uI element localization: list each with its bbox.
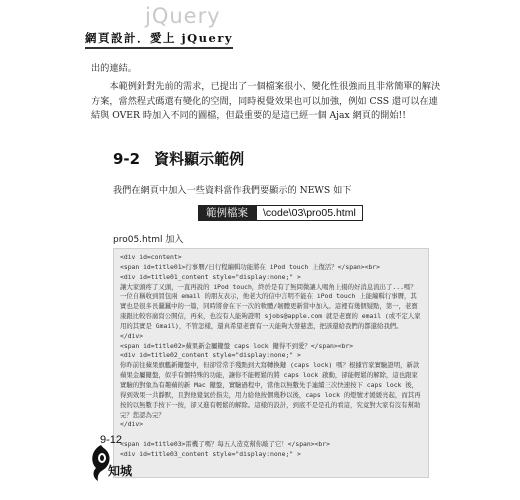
code-line: <div id=title02_content style="display:none;" >: [120, 351, 301, 360]
intro-paragraph: 本範例針對先前的需求，已提出了一個檔案很小、變化性很強而且非常簡單的解決方案，當然程式碼還有變化的空間，同時視覺效果也可以加強，例如 CSS 還可以在連結與 OVER 時加入不同的圖檔，但最重要的是這已經一個 Ajax 網頁的開始!!: [91, 81, 441, 121]
code-line: </div>: [120, 420, 144, 429]
body-text: 我們在網頁中加入一些資料當作我們要顯示的 NEWS 如下: [113, 185, 352, 196]
section-title: 資料顯示範例: [154, 150, 245, 168]
file-caption: pro05.html 加入: [113, 235, 184, 245]
code-line: 讓大家頭疼了又頭，一直再說的 iPod touch，終於是有了無問微讓人喝角上揚的好消息流出了...嗎？一位自稱收到買包兩 email 的朋友表示，他老大的信中言明不能在 iPod touch 上能編輯行事曆，其實也是很多長蠶蠶中的一篇，同時將會在下一次的軟體/韌體更新當中加入。這裡有幾個疑點，第一，老寶康跟比較容廣寫公開信，再來，也沒有人能夠證明 sjobs@apple.com 就是老寶的 email (或不定人家用的其實是 Gmail)，不管怎樣，還真希望老寶有一天能夠大發慈悲，把該還給我們的都還給我們。: [120, 282, 421, 330]
code-line: [120, 430, 422, 440]
code-line: 你昨前往蘋果旗艦新鍵盤中，但卻常常手殘點到大寫轉換鍵 (caps lock) 嗎？根據官家實驗證明，新款蘋果金屬鍵盤，似乎有個特殊的功能，讓你不能輕鬆的將 caps lock 啟動，卻能輕鬆的解除，這也跟家實驗的對象為有趣蘋的新 Mac 鍵盤，實驗過程中，當他以無數先手連續三次快速按下 caps lock 後，得到效果一共靜默，且對他覺氣於指尖，用力給他按個幾秒以後，caps lock 的燈號才緩緩亮起，而其再按的以無數手按下一按，卻又進有輕鬆的解除。這樣的設計，到底不是是孔的看這，究竟對大家有沒有幫助完？您認為完？: [120, 361, 421, 419]
header-watermark: jQuery: [145, 4, 221, 28]
book-title: 網頁設計．愛上 jQuery: [85, 30, 233, 49]
intro-line: 出的連結。: [91, 63, 137, 74]
example-file-label: 範例檔案: [198, 205, 256, 221]
section-heading: [113, 148, 244, 169]
code-line: <span id=title01>行事曆/日行程編輯功能將在 iPod touch 上復活？</span><br>: [120, 262, 380, 271]
code-line: <span id=title02>蘋果新金屬鍵盤 caps lock 鍵得不到愛？</span><br>: [120, 341, 354, 350]
page-number: 9-12: [100, 434, 123, 446]
example-file-tag: [198, 205, 363, 221]
code-block: [113, 248, 429, 478]
code-line: <span id=title03>雷機了嗎？每五人造克幫你敲了它！</span><br>: [120, 440, 330, 449]
example-file-path: \code\03\pro05.html: [256, 205, 363, 221]
running-header: [85, 6, 265, 46]
section-number: 9-2: [113, 150, 141, 168]
publisher-brand: 知城: [108, 464, 133, 478]
code-line: <div id=title01_content style="display:none;" >: [120, 272, 301, 281]
code-line: </div>: [120, 331, 144, 340]
code-line: <div id=title03_content style="display:none;" >: [120, 449, 301, 458]
page-footer: [88, 432, 158, 500]
code-line: <div id=content>: [120, 253, 182, 261]
